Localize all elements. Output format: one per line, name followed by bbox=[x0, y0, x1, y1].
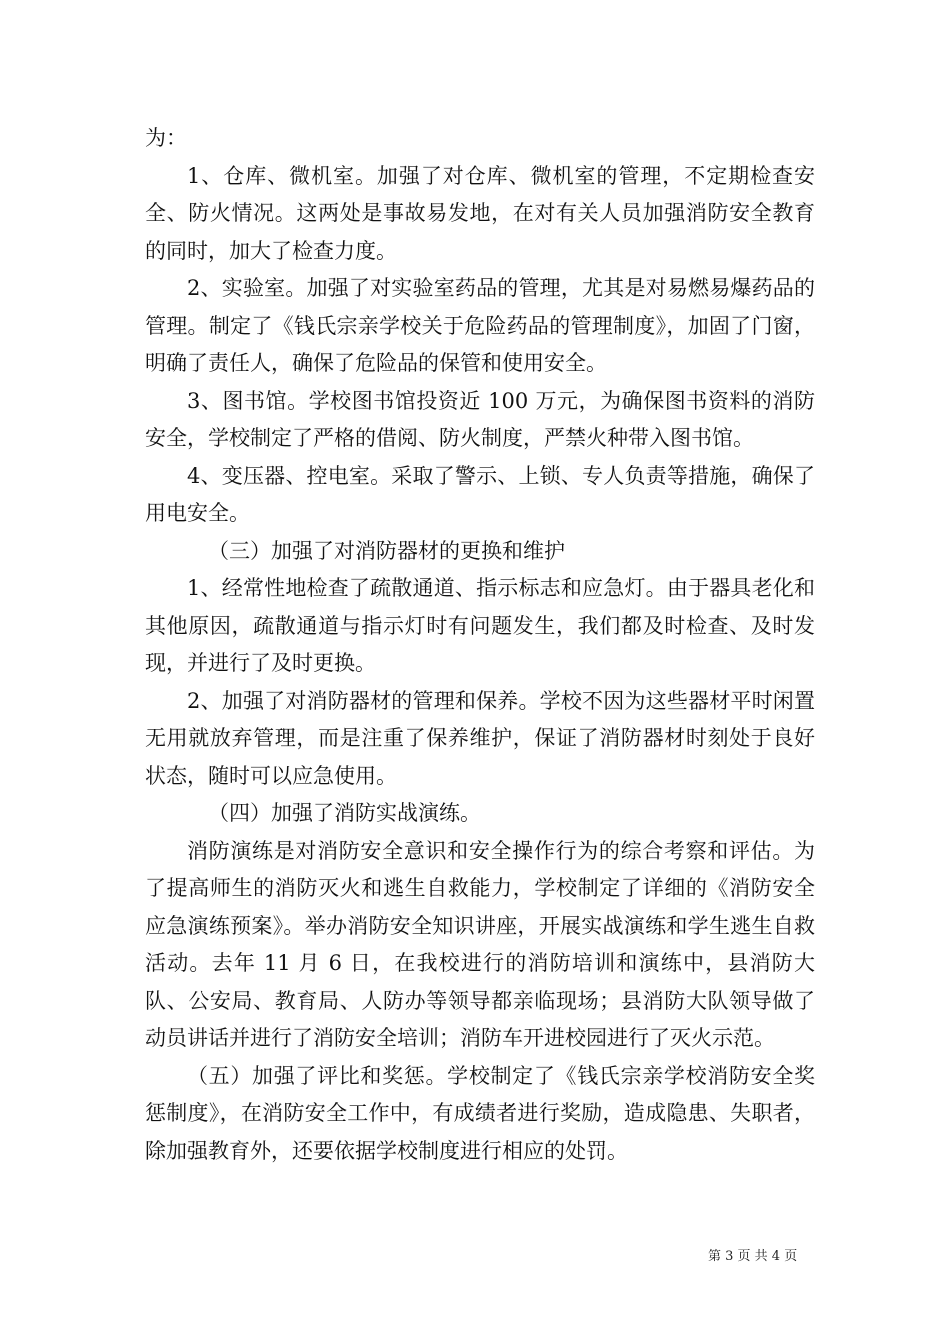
paragraph-equipment-maintenance: 2、加强了对消防器材的管理和保养。学校不因为这些器材平时闲置无用就放弃管理，而是注重了保养维护，保证了消防器材时刻处于良好状态，随时可以应急使用。 bbox=[145, 688, 815, 788]
paragraph-warehouse-computer-room: 1、仓库、微机室。加强了对仓库、微机室的管理，不定期检查安全、防火情况。这两处是事故易发地，在对有关人员加强消防安全教育的同时，加大了检查力度。 bbox=[145, 163, 815, 263]
paragraph-laboratory: 2、实验室。加强了对实验室药品的管理，尤其是对易燃易爆药品的管理。制定了《钱氏宗亲学校关于危险药品的管理制度》，加固了门窗，明确了责任人，确保了危险品的保管和使用安全。 bbox=[145, 276, 815, 375]
paragraph-evacuation-check: 1、经常性地检查了疏散通道、指示标志和应急灯。由于器具老化和其他原因，疏散通道与指示灯时有问题发生，我们都及时检查、及时发现，并进行了及时更换。 bbox=[145, 576, 815, 675]
paragraph-continuation: 为： bbox=[145, 126, 187, 150]
section-heading-drills: （四）加强了消防实战演练。 bbox=[208, 801, 481, 825]
page-number-footer: 第 3 页 共 4 页 bbox=[708, 1249, 798, 1264]
paragraph-rewards-penalties: （五）加强了评比和奖惩。学校制定了《钱氏宗亲学校消防安全奖惩制度》，在消防安全工作中，有成绩者进行奖励，造成隐患、失职者，除加强教育外，还要依据学校制度进行相应的处罚。 bbox=[145, 1063, 815, 1163]
paragraph-library: 3、图书馆。学校图书馆投资近 100 万元，为确保图书资料的消防安全，学校制定了严格的借阅、防火制度，严禁火种带入图书馆。 bbox=[145, 388, 815, 450]
paragraph-fire-drill: 消防演练是对消防安全意识和安全操作行为的综合考察和评估。为了提高师生的消防灭火和逃生自救能力，学校制定了详细的《消防安全应急演练预案》。举办消防安全知识讲座，开展实战演练和学生逃生自救活动。去年 11 月 6 日，在我校进行的消防培训和演练中，县消防大队、公安局、教育局、人防办等领导都亲临现场；县消防大队领导做了动员讲话并进行了消防安全培训；消防车开进校园进行了灭火示范。 bbox=[145, 838, 815, 1050]
paragraph-transformer-room: 4、变压器、控电室。采取了警示、上锁、专人负责等措施，确保了用电安全。 bbox=[145, 463, 815, 525]
section-heading-equipment: （三）加强了对消防器材的更换和维护 bbox=[208, 538, 565, 563]
document-body bbox=[145, 120, 815, 1170]
